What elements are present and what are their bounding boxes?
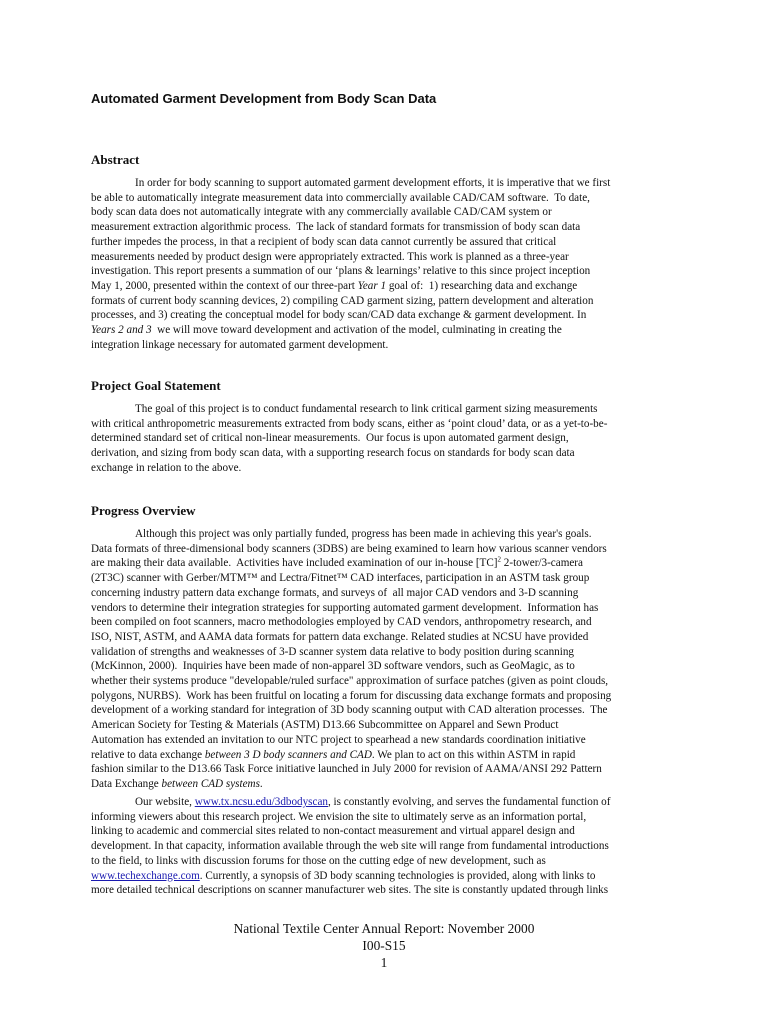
text-line	[91, 748, 691, 763]
line-text: formats of current body scanning devices, 2) compiling CAD garment sizing, pattern development and alteration	[91, 294, 594, 307]
line-text: goal of: 1) researching data and exchange	[386, 279, 578, 292]
text-line	[91, 264, 691, 279]
line-text: with critical anthropometric measurements extracted from body scans, either as ‘point cloud’ data, or as a yet-to-be-	[91, 417, 608, 430]
text-line	[91, 279, 691, 294]
text-line	[91, 703, 691, 718]
text-line	[91, 659, 691, 674]
line-text: . Currently, a synopsis of 3D body scanning technologies is provided, along with links to	[199, 869, 596, 882]
line-text: informing viewers about this research project. We envision the site to ultimately serve as an information portal,	[91, 810, 587, 823]
text-line	[91, 446, 691, 461]
text-line	[91, 854, 691, 869]
line-text: investigation. This report presents a summation of our ‘plans & learnings’ relative to this since project inception	[91, 265, 591, 278]
line-text: development of a working standard for integration of 3D body scanning output with CAD alteration processes. The	[91, 704, 608, 717]
line-text: , is constantly evolving, and serves the fundamental function of	[327, 796, 611, 808]
line-text: further impedes the process, in that a recipient of body scan data cannot currently be assured that critical	[91, 235, 557, 248]
text-line	[91, 883, 691, 898]
text-line	[91, 220, 691, 235]
line-text: American Society for Testing & Materials (ASTM) D13.66 Subcommittee on Apparel and Sewn Product	[91, 719, 559, 732]
line-text: 2-tower/3-camera	[501, 557, 583, 570]
italic-text: between 3 D body scanners and CAD	[204, 748, 372, 761]
text-line	[91, 294, 691, 309]
abstract-paragraph	[91, 176, 691, 352]
footer-code: I00-S15	[362, 938, 406, 953]
text-line	[91, 733, 691, 748]
text-line	[91, 777, 691, 792]
line-text: processes, and 3) creating the conceptual model for body scan/CAD data exchange & garment development. In	[91, 309, 587, 322]
text-line	[91, 250, 691, 265]
line-text: Although this project was only partially funded, progress has been made in achieving this year's goals.	[135, 528, 592, 540]
text-line	[91, 556, 691, 571]
line-text: measurements needed by product design were appropriately extracted. This work is planned as a three-year	[91, 250, 569, 263]
line-text: fashion similar to the D13.66 Task Force initiative launched in July 2000 for revision of AAMA/ANSI 292 Pattern	[91, 763, 602, 776]
line-text: development. In that capacity, information available through the web site will range from fundamental introductions	[91, 840, 609, 853]
line-text: body scan data does not automatically integrate with any commercially available CAD/CAM system or	[91, 206, 552, 219]
italic-text: between CAD systems	[161, 777, 260, 790]
text-line	[91, 630, 691, 645]
text-line	[91, 674, 691, 689]
line-text: are making their data available. Activities have included examination of our in-house [TC]	[91, 557, 498, 570]
line-text: determined standard set of critical non-linear measurements. Our focus is upon automated garment design,	[91, 432, 569, 445]
line-text: validation of strengths and weaknesses of 3-D scanner system data relative to body position during scanning	[91, 645, 574, 658]
goal-paragraph	[91, 402, 691, 476]
progress-heading: Progress Overview	[91, 503, 196, 518]
line-text: Data Exchange	[91, 777, 162, 790]
line-text: linking to academic and commercial sites related to non-contact measurement and virtual apparel design and	[91, 825, 575, 838]
website-paragraph	[91, 795, 691, 898]
line-text: polygons, NURBS). Work has been fruitful on locating a forum for discussing data exchange formats and proposing	[91, 689, 612, 702]
text-line	[91, 795, 691, 810]
text-line	[91, 601, 691, 616]
line-text: vendors to determine their integration strategies for supporting automated garment development. Information has	[91, 601, 599, 614]
line-text: more detailed technical descriptions on scanner manufacturer web sites. The site is constantly updated through links	[91, 884, 609, 897]
line-text: concerning industry pattern data exchange formats, and surveys of all major CAD vendors and 3-D scanning	[91, 586, 579, 599]
text-line	[91, 542, 691, 557]
line-text: we will move toward development and activation of the model, culminating in creating the	[151, 324, 562, 337]
line-text: (McKinnon, 2000). Inquiries have been made of non-apparel 3D software vendors, such as GeoMagic, as to	[91, 660, 575, 673]
page-footer	[0, 920, 768, 971]
text-line	[91, 615, 691, 630]
italic-text: Year 1	[357, 279, 387, 292]
text-line	[91, 810, 691, 825]
line-text: to the field, to links with discussion forums for those on the cutting edge of new development, such as	[91, 854, 546, 867]
line-text: May 1, 2000, presented within the context of our three-part	[91, 279, 358, 292]
text-line	[91, 824, 691, 839]
line-text: .	[259, 777, 263, 790]
superscript-text: 2	[497, 556, 501, 564]
web-link[interactable]: www.techexchange.com	[91, 869, 200, 882]
line-text: relative to data exchange	[91, 748, 205, 761]
line-text: be able to automatically integrate measurement data into commercially available CAD/CAM software. To date,	[91, 191, 590, 204]
progress-paragraph	[91, 527, 691, 792]
text-line	[91, 762, 691, 777]
line-text: ISO, NIST, ASTM, and AAMA data formats for pattern data exchange. Related studies at NCSU have provided	[91, 630, 589, 643]
text-line	[91, 689, 691, 704]
line-text: measurement extraction algorithmic process. The lack of standard formats for transmission of body scan data	[91, 221, 581, 234]
text-line	[91, 176, 691, 191]
text-line	[91, 431, 691, 446]
text-line	[91, 586, 691, 601]
line-text: derivation, and sizing from body scan data, with a supporting research focus on standards for body scan data	[91, 447, 575, 460]
line-text: integration linkage necessary for automated garment development.	[91, 338, 389, 351]
text-line	[91, 402, 691, 417]
goal-heading: Project Goal Statement	[91, 378, 221, 393]
text-line	[91, 571, 691, 586]
text-line	[91, 323, 691, 338]
line-text: exchange in relation to the above.	[91, 461, 242, 474]
line-text: (2T3C) scanner with Gerber/MTM™ and Lectra/Fitnet™ CAD interfaces, participation in an ASTM task group	[91, 572, 590, 585]
text-line	[91, 205, 691, 220]
text-line	[91, 839, 691, 854]
line-text: Our website,	[135, 796, 195, 808]
text-line	[91, 461, 691, 476]
line-text: The goal of this project is to conduct fundamental research to link critical garment sizing measurements	[135, 403, 598, 415]
web-link[interactable]: www.tx.ncsu.edu/3dbodyscan	[194, 796, 328, 808]
text-line	[91, 338, 691, 353]
text-line	[91, 869, 691, 884]
footer-report: National Textile Center Annual Report: November 2000	[233, 921, 535, 936]
page-number: 1	[380, 955, 388, 970]
line-text: . We plan to act on this within ASTM in rapid	[371, 748, 576, 761]
line-text: whether their systems produce "developable/ruled surface" approximation of surface patches (given as point clouds,	[91, 675, 609, 688]
line-text: In order for body scanning to support automated garment development efforts, it is imperative that we first	[135, 177, 611, 189]
text-line	[91, 417, 691, 432]
text-line	[91, 191, 691, 206]
text-line	[91, 645, 691, 660]
text-line	[91, 308, 691, 323]
abstract-heading: Abstract	[91, 152, 140, 167]
line-text: Data formats of three-dimensional body scanners (3DBS) are being examined to learn how various scanner vendors	[91, 542, 607, 555]
line-text: Automation has extended an invitation to our NTC project to spearhead a new standards coordination initiative	[91, 733, 586, 746]
text-line	[91, 235, 691, 250]
document-title: Automated Garment Development from Body Scan Data	[91, 91, 437, 106]
text-line	[91, 718, 691, 733]
italic-text: Years 2 and 3	[91, 324, 152, 337]
line-text: been compiled on foot scanners, macro methodologies employed by CAD vendors, anthropometry research, and	[91, 616, 592, 629]
text-line	[91, 527, 691, 542]
